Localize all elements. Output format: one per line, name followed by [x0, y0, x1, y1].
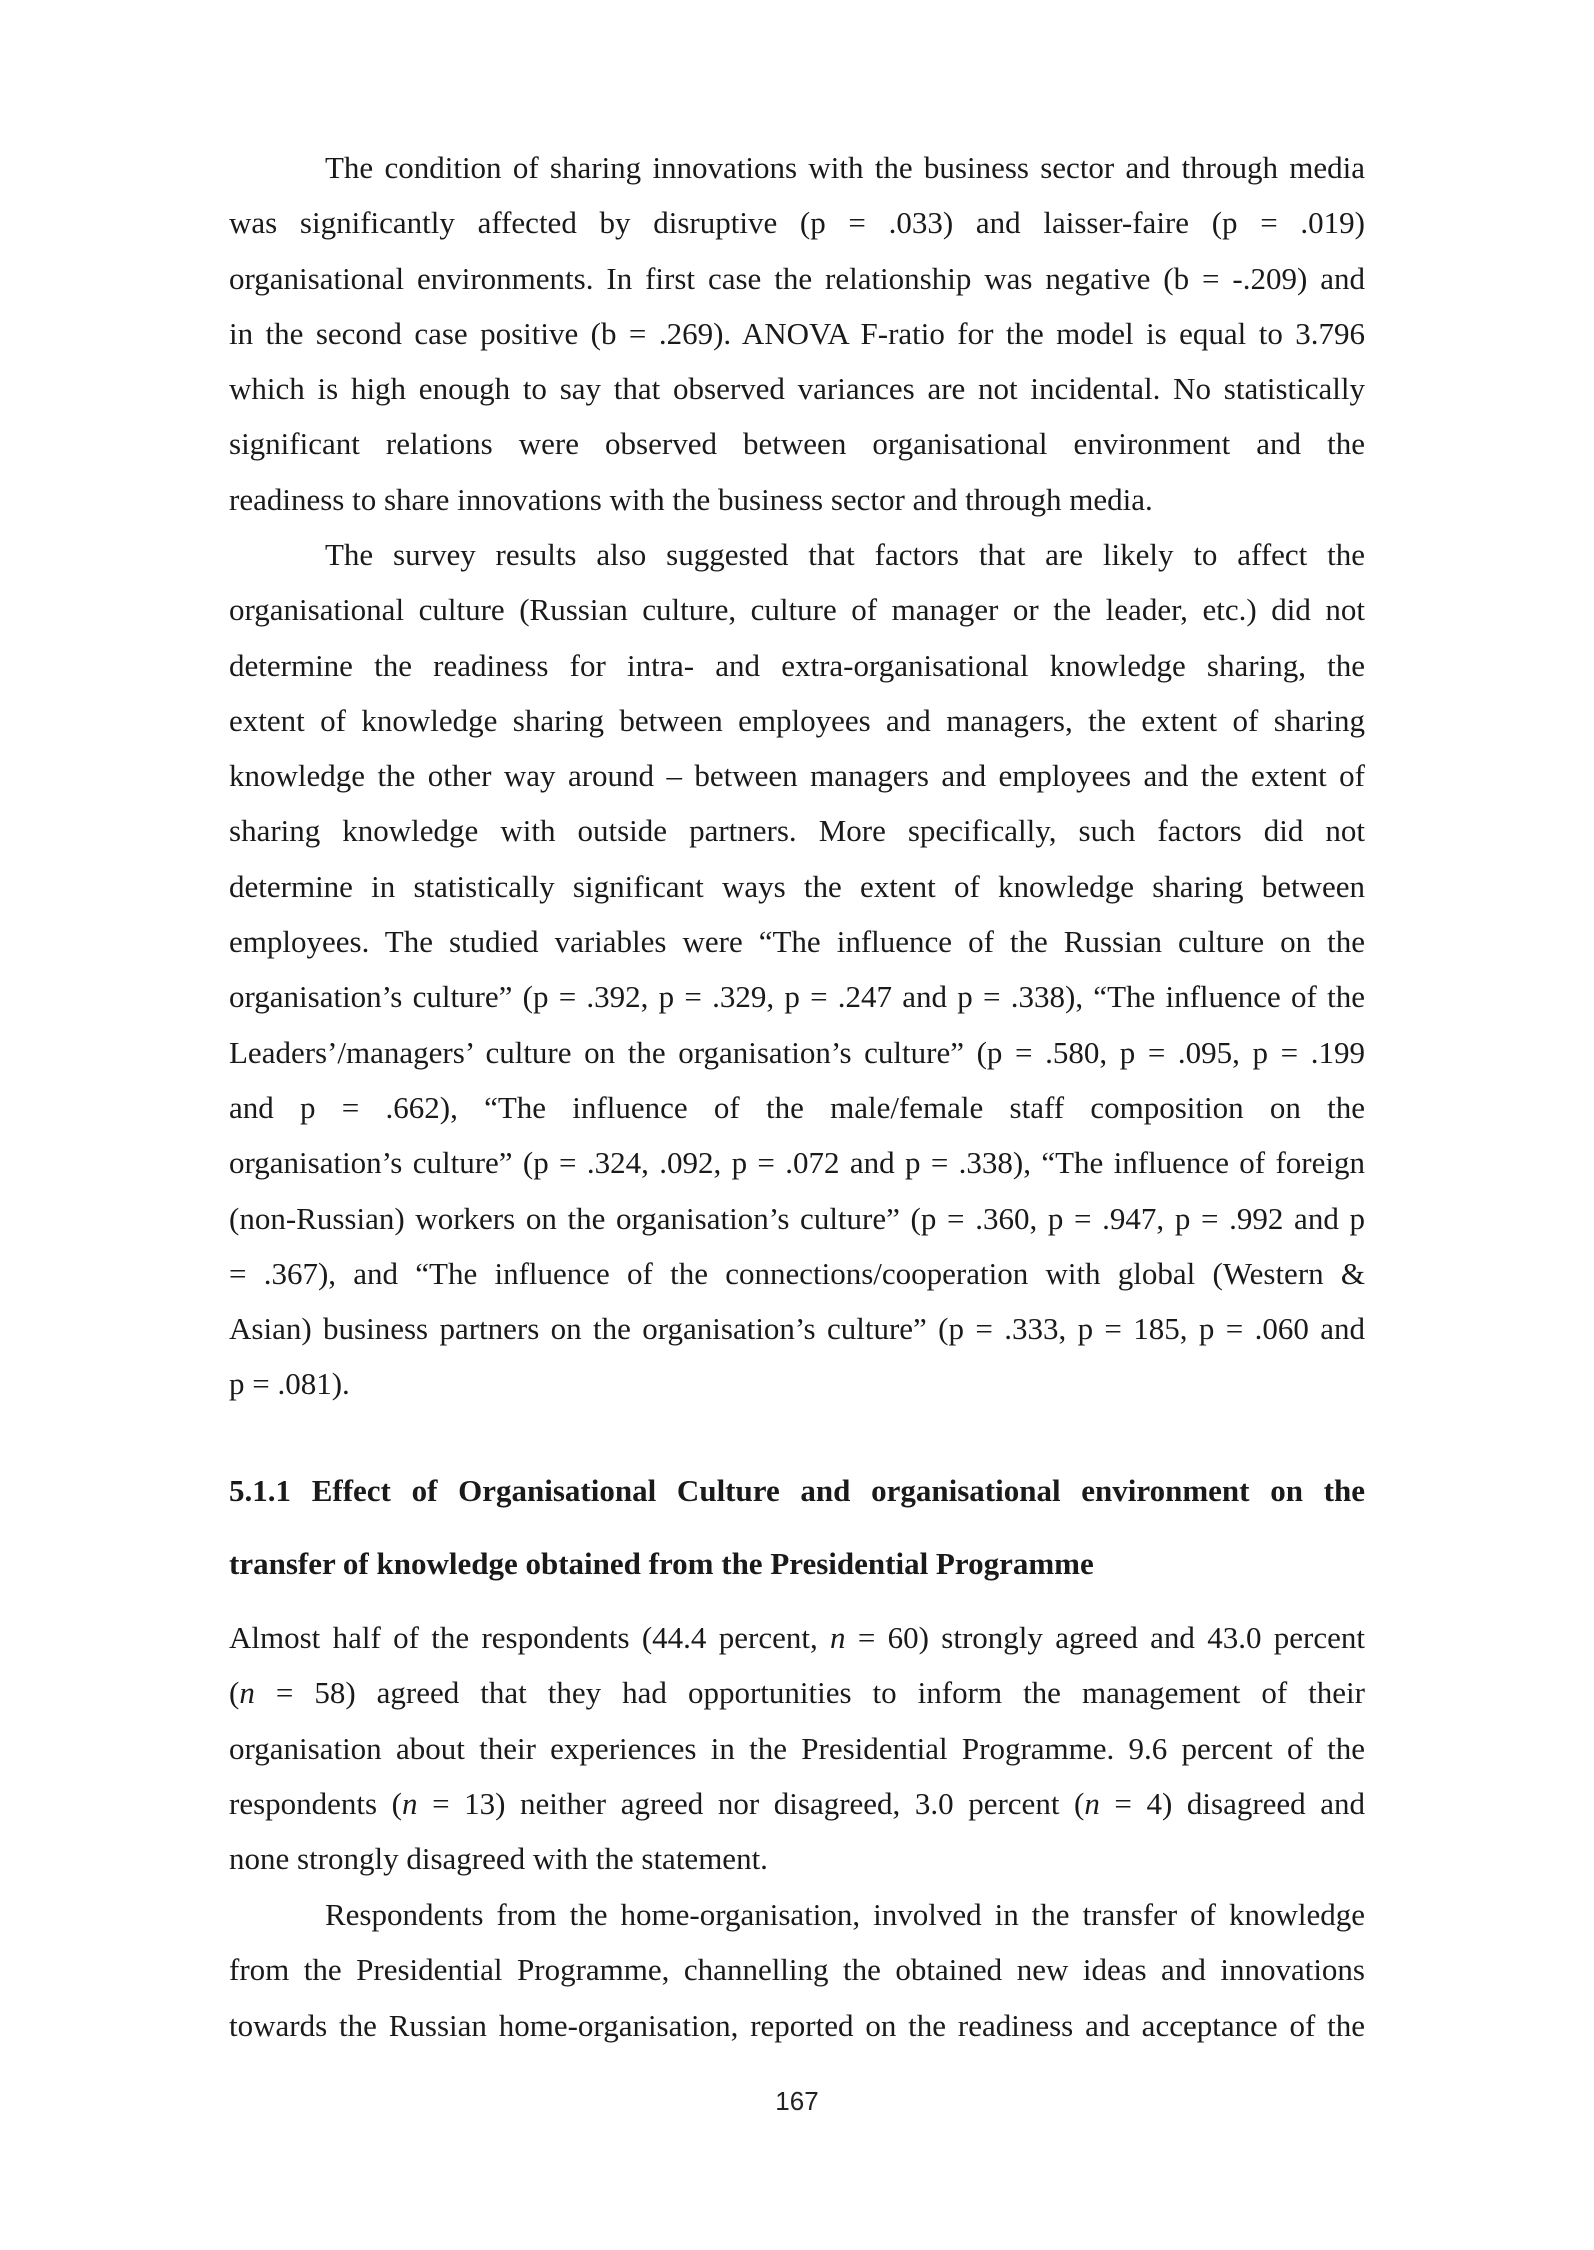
text-line: organisational environments. In first case the relationship was negative (b = -.209) and	[229, 260, 1365, 296]
text-line: extent of knowledge sharing between employees and managers, the extent of sharing	[229, 702, 1365, 738]
text-line: organisation’s culture” (p = .324, .092, p = .072 and p = .338), “The influence of foreign	[229, 1145, 1365, 1181]
paragraph-4	[229, 1887, 1365, 2053]
text-line: The condition of sharing innovations with the business sector and through media	[325, 150, 1365, 185]
text-segment: = 58) agreed that they had opportunities to inform the management of their	[254, 1675, 1365, 1711]
text-line: in the second case positive (b = .269). ANOVA F-ratio for the model is equal to 3.796	[229, 315, 1365, 351]
text-segment: respondents (	[229, 1785, 402, 1821]
heading-line: transfer of knowledge obtained from the Presidential Programme	[229, 1546, 1094, 1581]
sample-size-symbol: n	[239, 1675, 255, 1711]
text-line: Asian) business partners on the organisation’s culture” (p = .333, p = 185, p = .060 and	[229, 1311, 1365, 1347]
page-number: 167	[775, 2086, 819, 2116]
text-line: employees. The studied variables were “The influence of the Russian culture on the	[229, 924, 1365, 960]
text-line: knowledge the other way around – between managers and employees and the extent of	[229, 758, 1365, 794]
text-line: p = .081).	[229, 1366, 350, 1402]
text-line: determine the readiness for intra- and extra-organisational knowledge sharing, the	[229, 647, 1365, 683]
text-line: was significantly affected by disruptive (p = .033) and laisser-faire (p = .019)	[229, 205, 1365, 241]
text-line: from the Presidential Programme, channelling the obtained new ideas and innovations	[229, 1952, 1365, 1988]
text-line: readiness to share innovations with the business sector and through media.	[229, 481, 1153, 517]
sample-size-symbol: n	[402, 1785, 418, 1821]
text-segment: Almost half of the respondents (44.4 percent,	[229, 1620, 831, 1655]
heading-line: 5.1.1 Effect of Organisational Culture and organisational environment on the	[229, 1473, 1365, 1508]
text-line: The survey results also suggested that factors that are likely to affect the	[325, 537, 1365, 572]
text-line: Respondents from the home-organisation, involved in the transfer of knowledge	[325, 1897, 1365, 1932]
paragraph-1	[229, 140, 1365, 527]
text-line	[229, 1776, 1365, 1831]
text-line: organisational culture (Russian culture, culture of manager or the leader, etc.) did not	[229, 592, 1365, 628]
text-line: Leaders’/managers’ culture on the organisation’s culture” (p = .580, p = .095, p = .199	[229, 1034, 1365, 1070]
text-line: = .367), and “The influence of the connections/cooperation with global (Western &	[229, 1255, 1365, 1291]
text-segment: organisation about their experiences in the Presidential Programme. 9.6 percent of the	[229, 1730, 1365, 1766]
text-line: significant relations were observed between organisational environment and the	[229, 426, 1365, 462]
text-line	[229, 1721, 1365, 1776]
text-line: and p = .662), “The influence of the male/female staff composition on the	[229, 1089, 1365, 1125]
text-line: (non-Russian) workers on the organisation’s culture” (p = .360, p = .947, p = .992 and p	[229, 1200, 1365, 1236]
text-segment: (	[229, 1675, 240, 1711]
text-segment: = 60) strongly agreed and 43.0 percent	[845, 1620, 1365, 1655]
paragraph-2	[229, 527, 1365, 1412]
sample-size-symbol: n	[1084, 1785, 1100, 1821]
text-line: which is high enough to say that observed variances are not incidental. No statistically	[229, 371, 1365, 407]
text-line: determine in statistically significant ways the extent of knowledge sharing between	[229, 868, 1365, 904]
section-heading	[229, 1454, 1365, 1600]
paragraph-3	[229, 1610, 1365, 1886]
text-segment: = 4) disagreed and	[1099, 1785, 1366, 1821]
sample-size-symbol: n	[830, 1620, 846, 1655]
text-line	[229, 1610, 1365, 1665]
text-segment: none strongly disagreed with the statement.	[229, 1841, 768, 1877]
text-segment: = 13) neither agreed nor disagreed, 3.0 percent (	[417, 1785, 1085, 1821]
text-line: organisation’s culture” (p = .392, p = .329, p = .247 and p = .338), “The influence of the	[229, 979, 1365, 1015]
text-line	[229, 1665, 1365, 1720]
text-line: sharing knowledge with outside partners. More specifically, such factors did not	[229, 813, 1365, 849]
text-line	[229, 1831, 1365, 1886]
text-line: towards the Russian home-organisation, reported on the readiness and acceptance of the	[229, 2007, 1365, 2043]
